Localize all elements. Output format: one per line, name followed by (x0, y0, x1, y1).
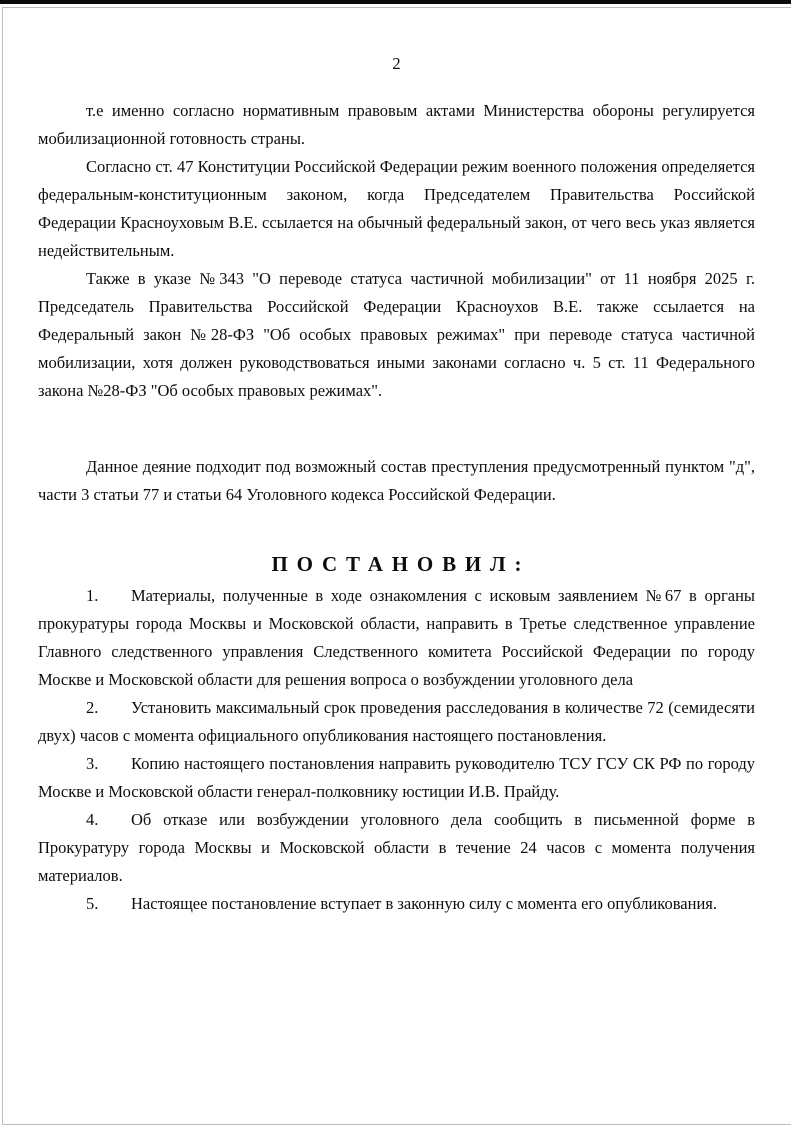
resolution-item-1 (38, 582, 755, 694)
resolution-heading: ПОСТАНОВИЛ: (271, 552, 531, 576)
paragraph-decree: Также в указе №343 "О переводе статуса частичной мобилизации" от 11 ноября 2025 г. Председатель Правительства Российской Федерации Красноухов В.Е. также ссылается на Федеральный закон №28-ФЗ "Об особых правовых режимах" при переводе статуса частичной мобилизации, хотя должен руководствоваться иными законами согласно ч. 5 ст. 11 Федерального закона №28-ФЗ "Об особых правовых режимах". (38, 269, 755, 400)
resolution-item-2 (38, 694, 755, 750)
item-number: 3. (86, 754, 99, 773)
paragraph-offense: Данное деяние подходит под возможный состав преступления предусмотренный пунктом "д", части 3 статьи 77 и статьи 64 Уголовного кодекса Российской Федерации. (38, 457, 755, 504)
item-text: Установить максимальный срок проведения расследования в количестве 72 (семидесяти двух) часов с момента официального опубликования настоящего постановления. (38, 698, 755, 745)
item-text: Копию настоящего постановления направить руководителю ТСУ ГСУ СК РФ по городу Москве и Московской области генерал-полковнику юстиции И.В. Прайду. (38, 754, 755, 801)
item-number: 4. (86, 810, 99, 829)
paragraph-intro: т.е именно согласно нормативным правовым актами Министерства обороны регулируется мобилизационной готовность страны. (38, 101, 755, 148)
page-content (3, 8, 791, 918)
item-number: 2. (86, 698, 99, 717)
item-text: Настоящее постановление вступает в законную силу с момента его опубликования. (131, 894, 718, 913)
paragraph-constitution: Согласно ст. 47 Конституции Российской Федерации режим военного положения определяется федеральным-конституционным законом, когда Председателем Правительства Российской Федерации Красноуховым В.Е. ссылается на обычный федеральный закон, от чего весь указ является недействительным. (38, 157, 755, 260)
resolution-item-5 (38, 890, 755, 918)
item-number: 5. (86, 894, 99, 913)
page-number: 2 (392, 54, 401, 73)
resolution-item-3 (38, 750, 755, 806)
item-text: Об отказе или возбуждении уголовного дела сообщить в письменной форме в Прокуратуру города Москвы и Московской области в течение 24 часов с момента получения материалов. (38, 810, 755, 885)
item-text: Материалы, полученные в ходе ознакомления с исковым заявлением №67 в органы прокуратуры города Москвы и Московской области, направить в Третье следственное управление Главного следственного управления Следственного комитета Российской Федерации по городу Москве и Московской области для решения вопроса о возбуждении уголовного дела (38, 586, 755, 689)
document-page (2, 7, 791, 1125)
item-number: 1. (86, 586, 99, 605)
top-edge-bar (0, 0, 791, 4)
resolution-item-4 (38, 806, 755, 890)
